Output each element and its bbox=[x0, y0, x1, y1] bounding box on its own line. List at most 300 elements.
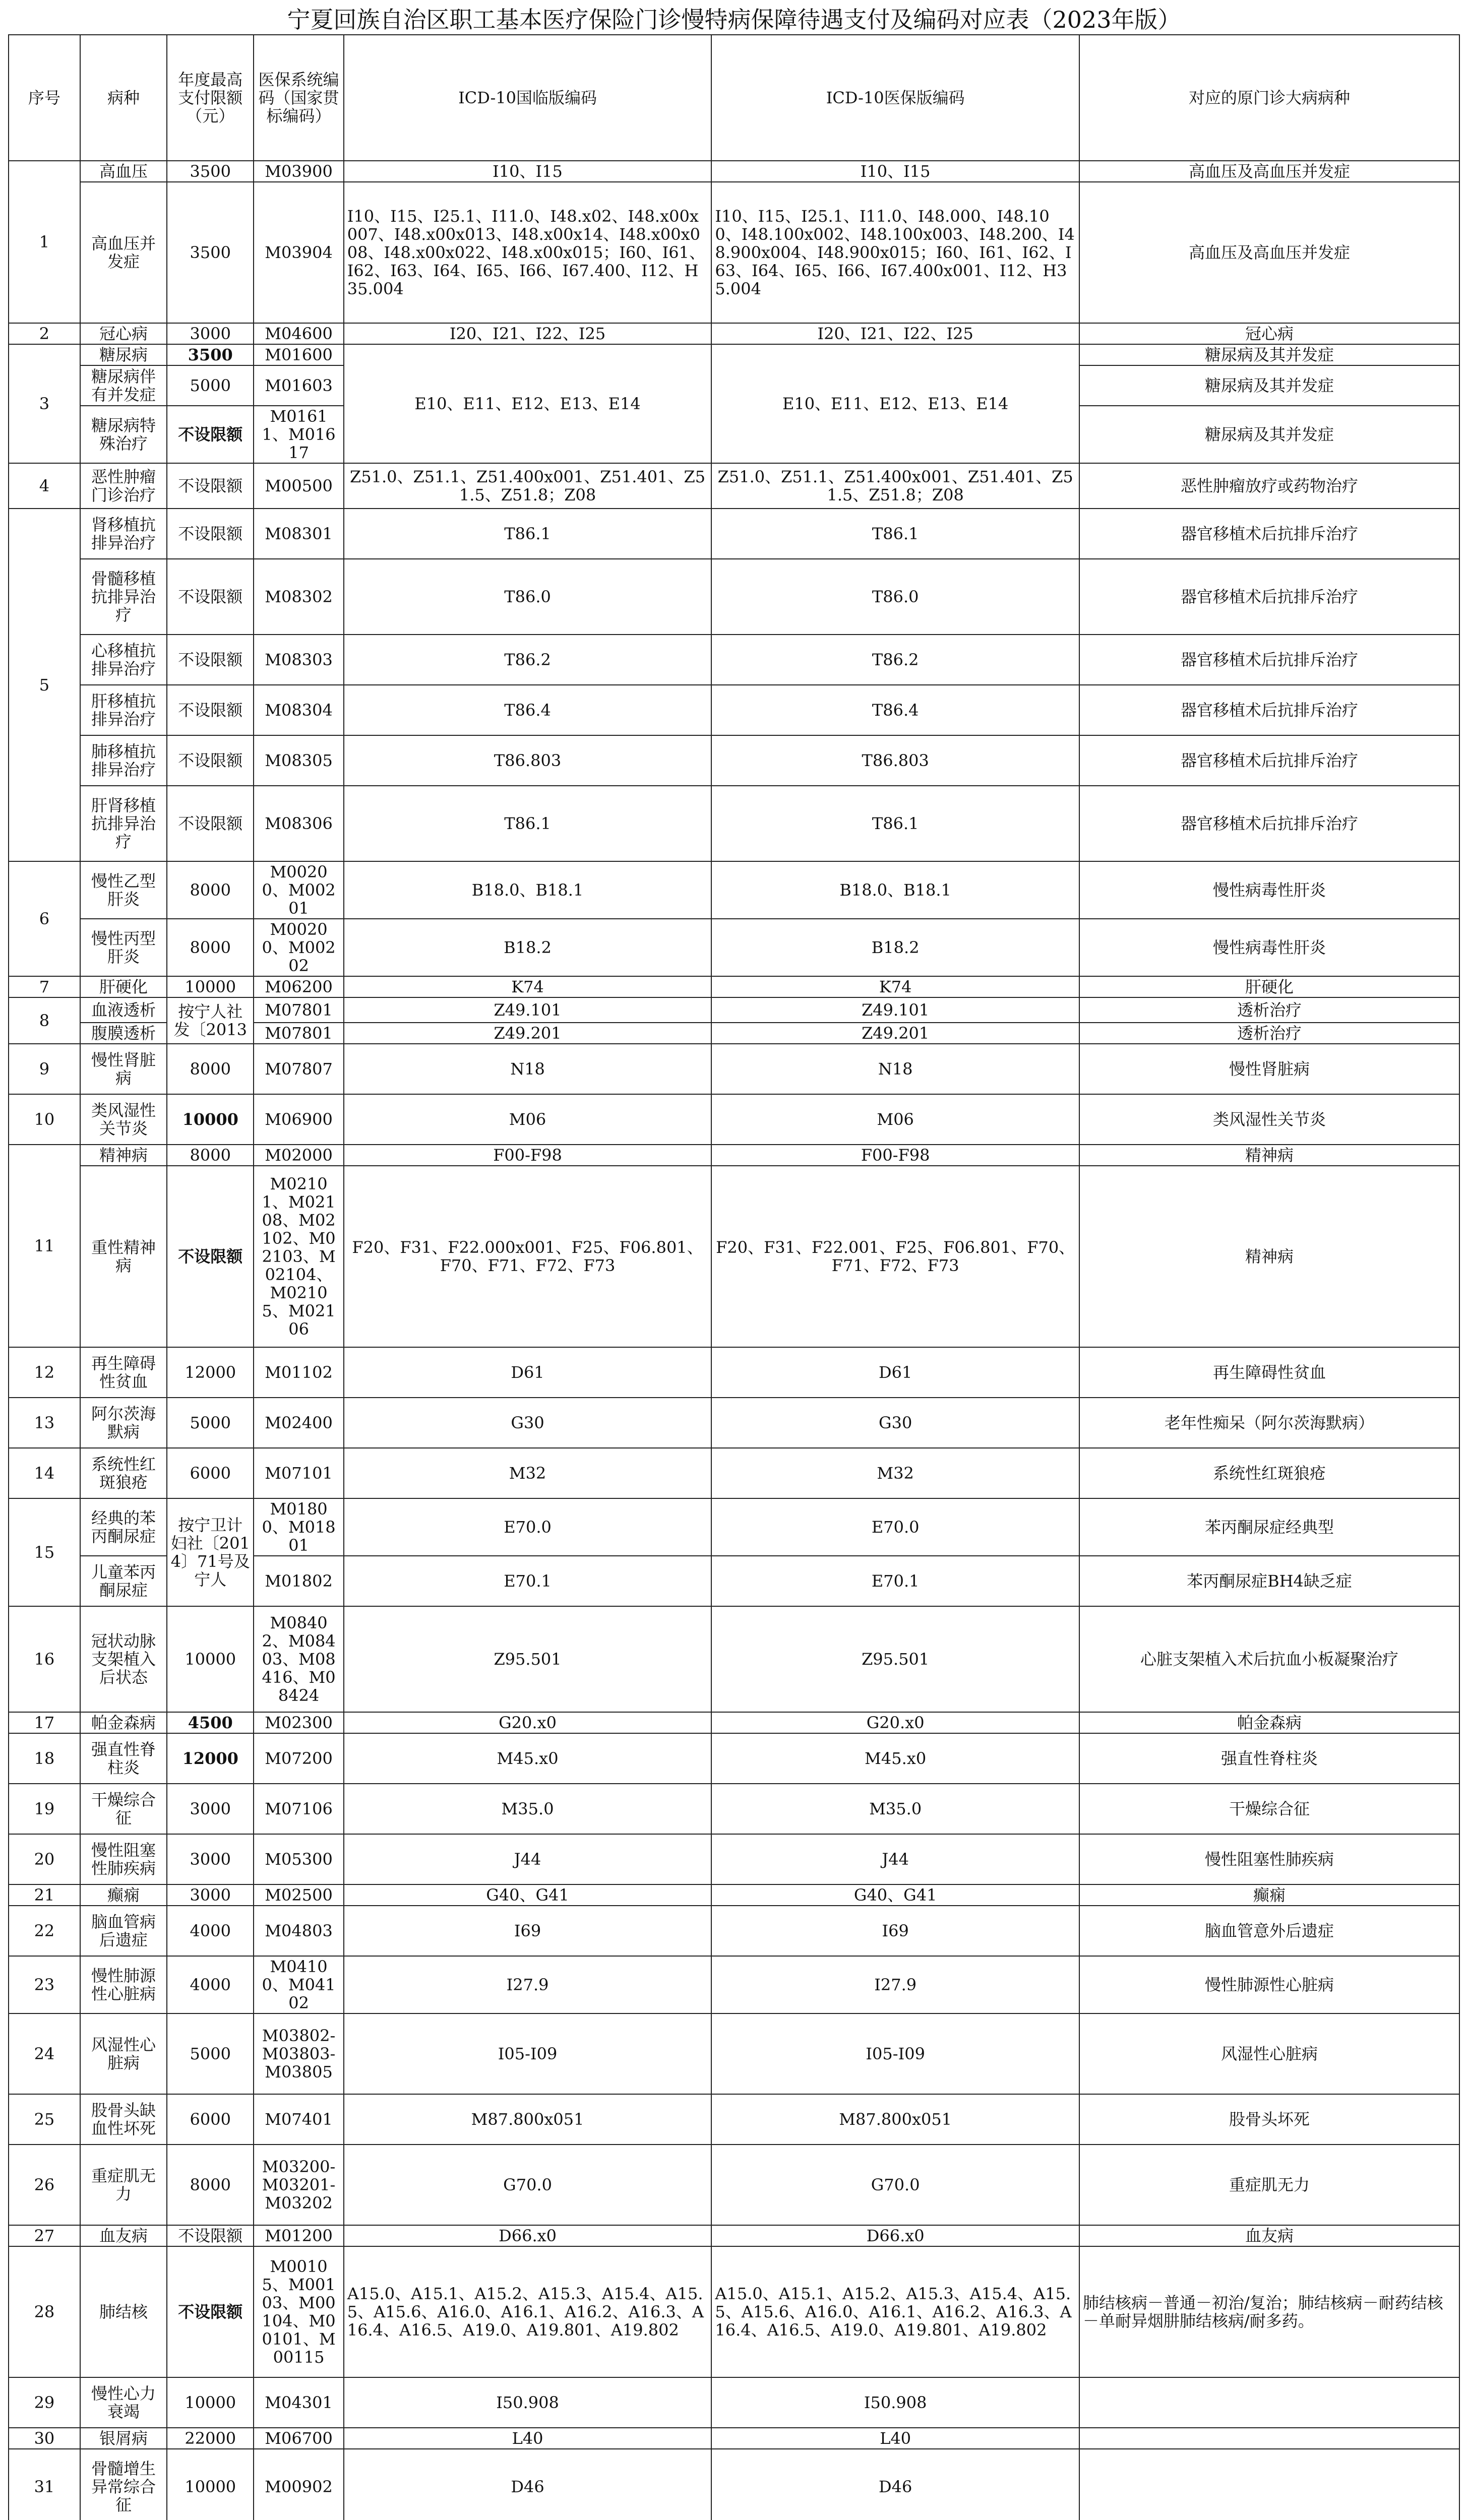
table-cell: 4000 bbox=[167, 1906, 254, 1956]
table-cell: 15 bbox=[9, 1498, 80, 1606]
table-cell: 不设限额 bbox=[167, 406, 254, 463]
table-row bbox=[9, 344, 1459, 365]
table-cell: I50.908 bbox=[711, 2377, 1079, 2428]
table-cell: 器官移植术后抗排斥治疗 bbox=[1079, 786, 1459, 861]
table-cell: 11 bbox=[9, 1145, 80, 1347]
table-cell bbox=[1079, 2428, 1459, 2449]
table-cell: 5000 bbox=[167, 365, 254, 406]
table-cell: 不设限额 bbox=[167, 635, 254, 685]
table-cell: 3000 bbox=[167, 1884, 254, 1906]
table-cell: T86.1 bbox=[344, 786, 712, 861]
table-cell: T86.0 bbox=[344, 559, 712, 635]
table-cell: 恶性肿瘤放疗或药物治疗 bbox=[1079, 463, 1459, 509]
table-cell: M08303 bbox=[254, 635, 343, 685]
table-cell: M35.0 bbox=[344, 1784, 712, 1834]
table-row bbox=[9, 1606, 1459, 1712]
table-cell: M32 bbox=[344, 1448, 712, 1498]
table-cell: N18 bbox=[344, 1044, 712, 1094]
table-cell: 6 bbox=[9, 861, 80, 976]
table-cell: Z49.201 bbox=[344, 1023, 712, 1044]
table-cell: M08301 bbox=[254, 509, 343, 559]
table-cell: 冠状动脉支架植入后状态 bbox=[80, 1606, 167, 1712]
table-cell: 风湿性心脏病 bbox=[1079, 2013, 1459, 2094]
table-cell: G20.x0 bbox=[711, 1712, 1079, 1733]
table-cell: 透析治疗 bbox=[1079, 997, 1459, 1023]
table-row bbox=[9, 2449, 1459, 2520]
table-cell: 8000 bbox=[167, 1044, 254, 1094]
table-cell: 慢性肾脏病 bbox=[80, 1044, 167, 1094]
table-cell: T86.1 bbox=[711, 786, 1079, 861]
table-cell: 苯丙酮尿症BH4缺乏症 bbox=[1079, 1556, 1459, 1606]
table-cell: M02400 bbox=[254, 1398, 343, 1448]
table-row bbox=[9, 2246, 1459, 2377]
table-cell: I50.908 bbox=[344, 2377, 712, 2428]
table-cell: 2 bbox=[9, 323, 80, 344]
table-cell: 儿童苯丙酮尿症 bbox=[80, 1556, 167, 1606]
table-cell: 肺结核病－普通－初治/复治；肺结核病－耐药结核－单耐异烟肼肺结核病/耐多药。 bbox=[1079, 2246, 1459, 2377]
table-row bbox=[9, 2225, 1459, 2246]
table-row bbox=[9, 323, 1459, 344]
table-cell: 8000 bbox=[167, 919, 254, 976]
table-cell: G40、G41 bbox=[344, 1884, 712, 1906]
table-cell: D61 bbox=[711, 1347, 1079, 1398]
table-cell: 肝移植抗排异治疗 bbox=[80, 685, 167, 735]
table-cell: 6000 bbox=[167, 1448, 254, 1498]
header-disease-name: 病种 bbox=[80, 35, 167, 161]
table-cell: 10000 bbox=[167, 1094, 254, 1145]
table-cell: M08304 bbox=[254, 685, 343, 735]
table-cell: 精神病 bbox=[1079, 1166, 1459, 1347]
table-cell: I05-I09 bbox=[711, 2013, 1079, 2094]
header-annual-limit: 年度最高支付限额（元） bbox=[167, 35, 254, 161]
table-cell: M04100、M04102 bbox=[254, 1956, 343, 2013]
table-cell: Z51.0、Z51.1、Z51.400x001、Z51.401、Z51.5、Z51.8；Z08 bbox=[711, 463, 1079, 509]
table-cell: 精神病 bbox=[80, 1145, 167, 1166]
table-cell: Z95.501 bbox=[344, 1606, 712, 1712]
table-row bbox=[9, 182, 1459, 323]
table-cell: 21 bbox=[9, 1884, 80, 1906]
table-cell: I20、I21、I22、I25 bbox=[711, 323, 1079, 344]
table-cell: 血友病 bbox=[80, 2225, 167, 2246]
table-cell: M03200-M03201-M03202 bbox=[254, 2145, 343, 2225]
table-cell: 10 bbox=[9, 1094, 80, 1145]
table-cell: 12 bbox=[9, 1347, 80, 1398]
table-cell: B18.0、B18.1 bbox=[344, 861, 712, 919]
table-cell: M05300 bbox=[254, 1834, 343, 1884]
table-cell: 10000 bbox=[167, 2377, 254, 2428]
table-cell: 慢性肾脏病 bbox=[1079, 1044, 1459, 1094]
table-row bbox=[9, 635, 1459, 685]
table-cell: 30 bbox=[9, 2428, 80, 2449]
table-cell: T86.803 bbox=[711, 735, 1079, 786]
table-cell: 16 bbox=[9, 1606, 80, 1712]
table-cell: 肝肾移植抗排异治疗 bbox=[80, 786, 167, 861]
table-row bbox=[9, 786, 1459, 861]
table-cell: B18.2 bbox=[711, 919, 1079, 976]
table-cell: I10、I15 bbox=[344, 161, 712, 182]
table-cell: E70.1 bbox=[344, 1556, 712, 1606]
table-cell: 不设限额 bbox=[167, 2246, 254, 2377]
table-row bbox=[9, 2428, 1459, 2449]
table-cell: 类风湿性关节炎 bbox=[1079, 1094, 1459, 1145]
table-cell: 5000 bbox=[167, 1398, 254, 1448]
table-row bbox=[9, 161, 1459, 182]
table-cell: F20、F31、F22.000x001、F25、F06.801、F70、F71、F72、F73 bbox=[344, 1166, 712, 1347]
table-cell: Z95.501 bbox=[711, 1606, 1079, 1712]
table-cell: M45.x0 bbox=[344, 1733, 712, 1784]
table-row bbox=[9, 1834, 1459, 1884]
table-cell: I27.9 bbox=[711, 1956, 1079, 2013]
table-cell: 老年性痴呆（阿尔茨海默病） bbox=[1079, 1398, 1459, 1448]
header-serial-number: 序号 bbox=[9, 35, 80, 161]
table-cell: 高血压及高血压并发症 bbox=[1079, 161, 1459, 182]
table-row bbox=[9, 2377, 1459, 2428]
table-cell: M01102 bbox=[254, 1347, 343, 1398]
table-cell: 肺结核 bbox=[80, 2246, 167, 2377]
table-cell: T86.803 bbox=[344, 735, 712, 786]
table-cell: 股骨头缺血性坏死 bbox=[80, 2094, 167, 2145]
table-row bbox=[9, 861, 1459, 919]
table-cell: K74 bbox=[344, 976, 712, 997]
table-cell: M35.0 bbox=[711, 1784, 1079, 1834]
table-cell: D66.x0 bbox=[711, 2225, 1079, 2246]
table-cell: 股骨头坏死 bbox=[1079, 2094, 1459, 2145]
table-cell: D61 bbox=[344, 1347, 712, 1398]
table-cell: 31 bbox=[9, 2449, 80, 2520]
table-cell: M03802-M03803-M03805 bbox=[254, 2013, 343, 2094]
table-cell: 脑血管病后遗症 bbox=[80, 1906, 167, 1956]
document-title: 宁夏回族自治区职工基本医疗保险门诊慢特病保障待遇支付及编码对应表（2023年版） bbox=[287, 6, 1181, 33]
table-cell: M07801 bbox=[254, 997, 343, 1023]
table-cell: 20 bbox=[9, 1834, 80, 1884]
table-cell: M04600 bbox=[254, 323, 343, 344]
table-cell: T86.1 bbox=[344, 509, 712, 559]
table-cell: 脑血管意外后遗症 bbox=[1079, 1906, 1459, 1956]
table-row bbox=[9, 919, 1459, 976]
table-cell: M08302 bbox=[254, 559, 343, 635]
header-icd10-insurance: ICD-10医保版编码 bbox=[711, 35, 1079, 161]
table-cell: 12000 bbox=[167, 1733, 254, 1784]
table-cell: T86.0 bbox=[711, 559, 1079, 635]
table-cell: 重性精神病 bbox=[80, 1166, 167, 1347]
table-cell: D46 bbox=[344, 2449, 712, 2520]
table-row bbox=[9, 1906, 1459, 1956]
table-cell: M01600 bbox=[254, 344, 343, 365]
table-cell: Z49.101 bbox=[711, 997, 1079, 1023]
table-cell: J44 bbox=[344, 1834, 712, 1884]
table-row bbox=[9, 1712, 1459, 1733]
table-cell: 不设限额 bbox=[167, 463, 254, 509]
table-cell: 心脏支架植入术后抗血小板凝聚治疗 bbox=[1079, 1606, 1459, 1712]
table-cell: 慢性病毒性肝炎 bbox=[1079, 919, 1459, 976]
table-cell: 9 bbox=[9, 1044, 80, 1094]
table-cell: M03904 bbox=[254, 182, 343, 323]
table-cell: L40 bbox=[711, 2428, 1079, 2449]
table-row bbox=[9, 559, 1459, 635]
table-cell: G30 bbox=[711, 1398, 1079, 1448]
table-cell: 糖尿病及其并发症 bbox=[1079, 365, 1459, 406]
table-cell: M07801 bbox=[254, 1023, 343, 1044]
table-cell: M06 bbox=[344, 1094, 712, 1145]
table-cell: M03900 bbox=[254, 161, 343, 182]
table-cell: T86.4 bbox=[344, 685, 712, 735]
table-cell: 10000 bbox=[167, 2449, 254, 2520]
table-cell: 3500 bbox=[167, 161, 254, 182]
table-cell: E70.0 bbox=[344, 1498, 712, 1556]
table-cell: 苯丙酮尿症经典型 bbox=[1079, 1498, 1459, 1556]
table-cell: 慢性肺源性心脏病 bbox=[80, 1956, 167, 2013]
table-cell: 23 bbox=[9, 1956, 80, 2013]
table-cell: M04301 bbox=[254, 2377, 343, 2428]
table-row bbox=[9, 1784, 1459, 1834]
table-cell: 13 bbox=[9, 1398, 80, 1448]
table-row bbox=[9, 1733, 1459, 1784]
table-cell: 5000 bbox=[167, 2013, 254, 2094]
table-cell: M06200 bbox=[254, 976, 343, 997]
table-cell: 透析治疗 bbox=[1079, 1023, 1459, 1044]
table-cell: 器官移植术后抗排斥治疗 bbox=[1079, 735, 1459, 786]
table-cell: 银屑病 bbox=[80, 2428, 167, 2449]
table-cell: 10000 bbox=[167, 1606, 254, 1712]
table-cell: G30 bbox=[344, 1398, 712, 1448]
table-cell: D46 bbox=[711, 2449, 1079, 2520]
table-body bbox=[9, 161, 1459, 2520]
table-cell: M01800、M01801 bbox=[254, 1498, 343, 1556]
table-row bbox=[9, 1347, 1459, 1398]
table-cell: F20、F31、F22.001、F25、F06.801、F70、F71、F72、F73 bbox=[711, 1166, 1079, 1347]
table-cell: 3 bbox=[9, 344, 80, 463]
table-cell: 器官移植术后抗排斥治疗 bbox=[1079, 559, 1459, 635]
table-cell: 骨髓移植抗排异治疗 bbox=[80, 559, 167, 635]
table-cell: T86.2 bbox=[344, 635, 712, 685]
table-cell: M07807 bbox=[254, 1044, 343, 1094]
table-cell: 3000 bbox=[167, 1834, 254, 1884]
table-cell: 不设限额 bbox=[167, 2225, 254, 2246]
table-cell: 28 bbox=[9, 2246, 80, 2377]
table-cell: E10、E11、E12、E13、E14 bbox=[344, 344, 712, 463]
table-cell: J44 bbox=[711, 1834, 1079, 1884]
table-cell: 4 bbox=[9, 463, 80, 509]
table-cell: E10、E11、E12、E13、E14 bbox=[711, 344, 1079, 463]
table-cell: M08305 bbox=[254, 735, 343, 786]
table-cell: M06 bbox=[711, 1094, 1079, 1145]
header-original-disease: 对应的原门诊大病病种 bbox=[1079, 35, 1459, 161]
table-cell: M02000 bbox=[254, 1145, 343, 1166]
table-cell: I69 bbox=[711, 1906, 1079, 1956]
table-cell: 血友病 bbox=[1079, 2225, 1459, 2246]
table-cell: M08306 bbox=[254, 786, 343, 861]
table-cell: I10、I15 bbox=[711, 161, 1079, 182]
table-cell: 高血压并发症 bbox=[80, 182, 167, 323]
table-row bbox=[9, 1448, 1459, 1498]
table-cell: 27 bbox=[9, 2225, 80, 2246]
table-cell: 干燥综合征 bbox=[80, 1784, 167, 1834]
table-cell: 癫痫 bbox=[1079, 1884, 1459, 1906]
table-cell: 25 bbox=[9, 2094, 80, 2145]
table-cell: 8000 bbox=[167, 861, 254, 919]
table-cell: 5 bbox=[9, 509, 80, 861]
table-cell: T86.2 bbox=[711, 635, 1079, 685]
table-cell: 肺移植抗排异治疗 bbox=[80, 735, 167, 786]
table-cell: M45.x0 bbox=[711, 1733, 1079, 1784]
table-cell: I10、I15、I25.1、I11.0、I48.x02、I48.x00x007、I48.x00x013、I48.x00x14、I48.x00x008、I48.x00x022、I48.x00x015；I60、I61、I62、I63、I64、I65、I66、I67.400、I12、H35.004 bbox=[344, 182, 712, 323]
table-cell: 精神病 bbox=[1079, 1145, 1459, 1166]
table-cell: 类风湿性关节炎 bbox=[80, 1094, 167, 1145]
table-cell: 不设限额 bbox=[167, 509, 254, 559]
table-cell: 10000 bbox=[167, 976, 254, 997]
table-cell: 重症肌无力 bbox=[1079, 2145, 1459, 2225]
table-cell: 3000 bbox=[167, 1784, 254, 1834]
table-cell: M01611、M01617 bbox=[254, 406, 343, 463]
table-row bbox=[9, 1498, 1459, 1556]
table-cell: 系统性红斑狼疮 bbox=[80, 1448, 167, 1498]
table-row bbox=[9, 1956, 1459, 2013]
table-cell: G20.x0 bbox=[344, 1712, 712, 1733]
table-cell: M02101、M02108、M02102、M02103、M02104、M02105、M02106 bbox=[254, 1166, 343, 1347]
table-cell: M00902 bbox=[254, 2449, 343, 2520]
table-cell: 29 bbox=[9, 2377, 80, 2428]
table-cell: 骨髓增生异常综合征 bbox=[80, 2449, 167, 2520]
table-cell: 慢性阻塞性肺疾病 bbox=[80, 1834, 167, 1884]
table-cell: G70.0 bbox=[344, 2145, 712, 2225]
table-header-row bbox=[9, 35, 1459, 161]
header-icd10-clinical: ICD-10国临版编码 bbox=[344, 35, 712, 161]
table-cell: D66.x0 bbox=[344, 2225, 712, 2246]
table-cell: 1 bbox=[9, 161, 80, 323]
table-cell: 4000 bbox=[167, 1956, 254, 2013]
table-cell: 8000 bbox=[167, 2145, 254, 2225]
table-cell: 干燥综合征 bbox=[1079, 1784, 1459, 1834]
table-cell: 经典的苯丙酮尿症 bbox=[80, 1498, 167, 1556]
table-cell: 慢性心力衰竭 bbox=[80, 2377, 167, 2428]
table-row bbox=[9, 509, 1459, 559]
table-cell: I69 bbox=[344, 1906, 712, 1956]
table-row bbox=[9, 463, 1459, 509]
table-cell: 恶性肿瘤门诊治疗 bbox=[80, 463, 167, 509]
table-cell: Z49.101 bbox=[344, 997, 712, 1023]
table-cell: 不设限额 bbox=[167, 786, 254, 861]
table-cell: 糖尿病及其并发症 bbox=[1079, 406, 1459, 463]
table-cell: F00-F98 bbox=[711, 1145, 1079, 1166]
table-cell: 12000 bbox=[167, 1347, 254, 1398]
table-cell: G70.0 bbox=[711, 2145, 1079, 2225]
table-cell: M07106 bbox=[254, 1784, 343, 1834]
table-cell: 3000 bbox=[167, 323, 254, 344]
table-cell: 肝硬化 bbox=[80, 976, 167, 997]
table-cell: M07401 bbox=[254, 2094, 343, 2145]
table-row bbox=[9, 2013, 1459, 2094]
table-cell: K74 bbox=[711, 976, 1079, 997]
table-cell: 系统性红斑狼疮 bbox=[1079, 1448, 1459, 1498]
table-cell: T86.4 bbox=[711, 685, 1079, 735]
table-row bbox=[9, 1044, 1459, 1094]
table-cell: Z51.0、Z51.1、Z51.400x001、Z51.401、Z51.5、Z51.8；Z08 bbox=[344, 463, 712, 509]
table-cell: 器官移植术后抗排斥治疗 bbox=[1079, 635, 1459, 685]
table-cell: 高血压 bbox=[80, 161, 167, 182]
table-cell: 不设限额 bbox=[167, 559, 254, 635]
table-cell: 3500 bbox=[167, 344, 254, 365]
table-cell: 慢性阻塞性肺疾病 bbox=[1079, 1834, 1459, 1884]
table-cell: 8 bbox=[9, 997, 80, 1044]
table-cell: 18 bbox=[9, 1733, 80, 1784]
table-cell: 慢性病毒性肝炎 bbox=[1079, 861, 1459, 919]
table-row bbox=[9, 1398, 1459, 1448]
table-row bbox=[9, 997, 1459, 1023]
table-cell: 慢性肺源性心脏病 bbox=[1079, 1956, 1459, 2013]
table-row bbox=[9, 1145, 1459, 1166]
table-cell: 肝硬化 bbox=[1079, 976, 1459, 997]
table-cell: 按宁卫计妇社〔2014〕71号及宁人 bbox=[167, 1498, 254, 1606]
table-row bbox=[9, 735, 1459, 786]
table-cell: M01802 bbox=[254, 1556, 343, 1606]
table-cell: M01603 bbox=[254, 365, 343, 406]
table-cell: 14 bbox=[9, 1448, 80, 1498]
table-cell: L40 bbox=[344, 2428, 712, 2449]
table-cell: 不设限额 bbox=[167, 685, 254, 735]
table-cell: 慢性乙型肝炎 bbox=[80, 861, 167, 919]
table-cell: F00-F98 bbox=[344, 1145, 712, 1166]
table-cell: M00105、M00103、M00104、M00101、M00115 bbox=[254, 2246, 343, 2377]
table-cell: 按宁人社发〔2013 bbox=[167, 997, 254, 1044]
table-cell: E70.0 bbox=[711, 1498, 1079, 1556]
table-cell: 重症肌无力 bbox=[80, 2145, 167, 2225]
table-cell: 癫痫 bbox=[80, 1884, 167, 1906]
table-cell: 6000 bbox=[167, 2094, 254, 2145]
table-cell: M06700 bbox=[254, 2428, 343, 2449]
table-cell: M07200 bbox=[254, 1733, 343, 1784]
table-row bbox=[9, 2094, 1459, 2145]
table-cell: M01200 bbox=[254, 2225, 343, 2246]
table-cell: B18.0、B18.1 bbox=[711, 861, 1079, 919]
table-cell: 心移植抗排异治疗 bbox=[80, 635, 167, 685]
table-cell: 再生障碍性贫血 bbox=[1079, 1347, 1459, 1398]
table-cell: 24 bbox=[9, 2013, 80, 2094]
table-cell: N18 bbox=[711, 1044, 1079, 1094]
table-row bbox=[9, 1166, 1459, 1347]
table-cell: 26 bbox=[9, 2145, 80, 2225]
table-row bbox=[9, 1884, 1459, 1906]
table-cell: 糖尿病伴有并发症 bbox=[80, 365, 167, 406]
table-row bbox=[9, 976, 1459, 997]
table-cell: I20、I21、I22、I25 bbox=[344, 323, 712, 344]
table-cell: 3500 bbox=[167, 182, 254, 323]
table-cell bbox=[1079, 2449, 1459, 2520]
table-cell: 腹膜透析 bbox=[80, 1023, 167, 1044]
table-cell: I27.9 bbox=[344, 1956, 712, 2013]
table-cell: 强直性脊柱炎 bbox=[80, 1733, 167, 1784]
table-cell: A15.0、A15.1、A15.2、A15.3、A15.4、A15.5、A15.6、A16.0、A16.1、A16.2、A16.3、A16.4、A16.5、A19.0、A19.801、A19.802 bbox=[711, 2246, 1079, 2377]
table-cell: M32 bbox=[711, 1448, 1079, 1498]
table-cell: 22 bbox=[9, 1906, 80, 1956]
table-cell: 慢性丙型肝炎 bbox=[80, 919, 167, 976]
table-cell: 不设限额 bbox=[167, 1166, 254, 1347]
header-system-code: 医保系统编码（国家贯标编码） bbox=[254, 35, 343, 161]
table-cell: M87.800x051 bbox=[344, 2094, 712, 2145]
table-cell: M04803 bbox=[254, 1906, 343, 1956]
table-row bbox=[9, 685, 1459, 735]
table-cell: 阿尔茨海默病 bbox=[80, 1398, 167, 1448]
table-row bbox=[9, 2145, 1459, 2225]
table-cell: 冠心病 bbox=[80, 323, 167, 344]
table-cell: 肾移植抗排异治疗 bbox=[80, 509, 167, 559]
table-cell: M00200、M00202 bbox=[254, 919, 343, 976]
table-cell: B18.2 bbox=[344, 919, 712, 976]
table-cell: 再生障碍性贫血 bbox=[80, 1347, 167, 1398]
table-cell: M02500 bbox=[254, 1884, 343, 1906]
table-cell: M00500 bbox=[254, 463, 343, 509]
table-cell: 血液透析 bbox=[80, 997, 167, 1023]
table-cell: 冠心病 bbox=[1079, 323, 1459, 344]
